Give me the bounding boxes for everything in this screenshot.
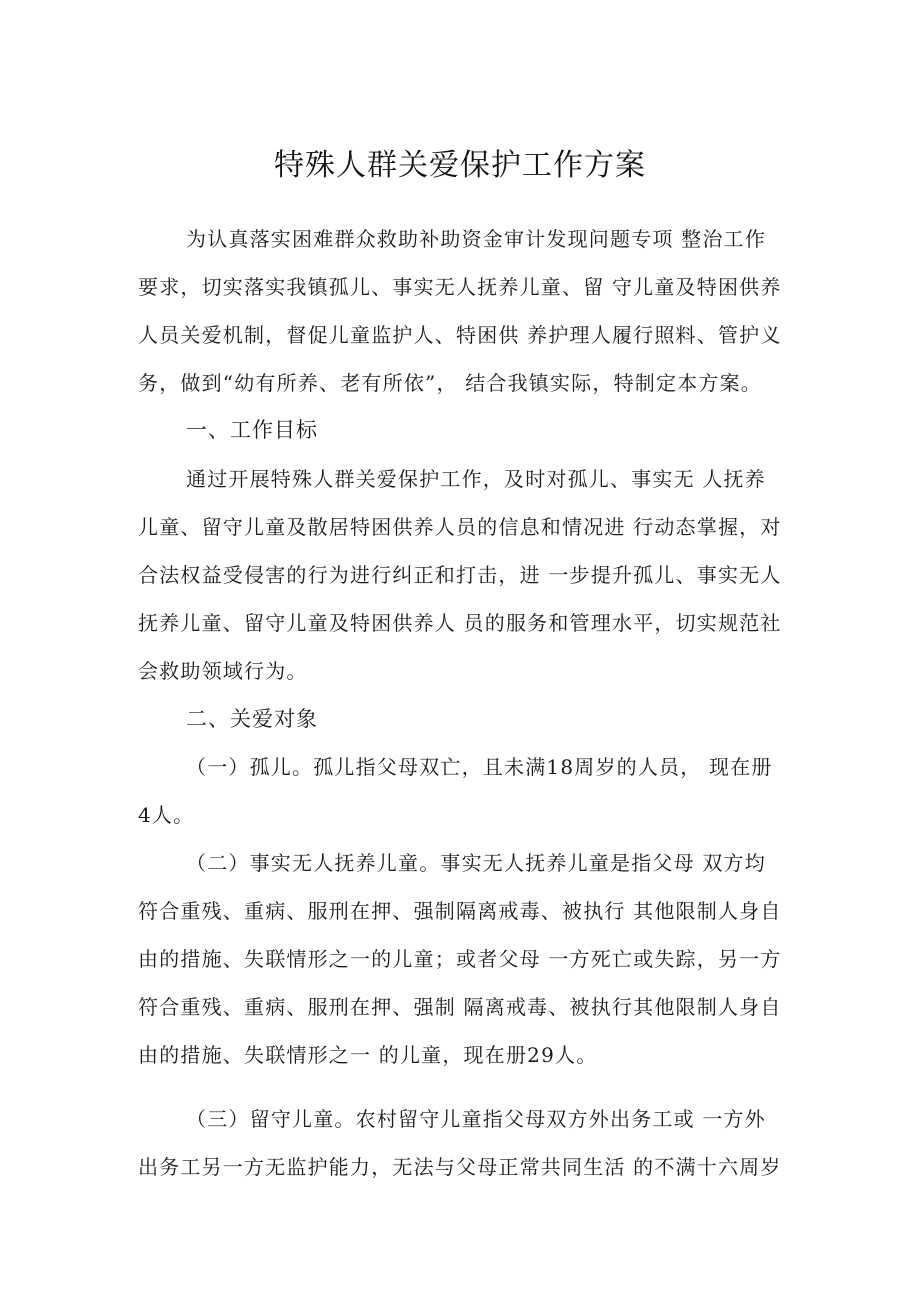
- goals-line-5: 会救助领域行为。: [138, 659, 308, 683]
- unsupported-children-line-5: 由的措施、失联情形之一 的儿童，现在册29人。: [138, 1043, 598, 1067]
- unsupported-children-line-1: （二）事实无人抚养儿童。事实无人抚养儿童是指父母 双方均: [186, 851, 766, 875]
- intro-line-2: 要求，切实落实我镇孤儿、事实无人抚养儿童、留 守儿童及特困供养: [138, 275, 782, 299]
- orphans-line-1: （一）孤儿。孤儿指父母双亡，且未满18周岁的人员， 现在册: [186, 755, 773, 779]
- goals-line-3: 合法权益受侵害的行为进行纠正和打击，进 一步提升孤儿、事实无人: [138, 563, 782, 587]
- orphans-line-2: 4人。: [138, 803, 195, 827]
- section-heading-goals: 一、工作目标: [186, 418, 318, 442]
- goals-line-2: 儿童、留守儿童及散居特困供养人员的信息和情况进 行动态掌握，对: [138, 515, 782, 539]
- unsupported-children-line-4: 符合重残、重病、服刑在押、强制 隔离戒毒、被执行其他限制人身自: [138, 995, 782, 1019]
- intro-line-3: 人员关爱机制，督促儿童监护人、特困供 养护理人履行照料、管护义: [138, 323, 782, 347]
- left-behind-children-line-2: 出务工另一方无监护能力，无法与父母正常共同生活 的不满十六周岁: [138, 1155, 782, 1179]
- intro-line-1: 为认真落实困难群众救助补助资金审计发现问题专项 整治工作: [186, 227, 766, 251]
- unsupported-children-line-3: 由的措施、失联情形之一的儿童；或者父母 一方死亡或失踪，另一方: [138, 947, 782, 971]
- unsupported-children-line-2: 符合重残、重病、服刑在押、强制隔离戒毒、被执行 其他限制人身自: [138, 899, 782, 923]
- goals-line-4: 抚养儿童、留守儿童及特困供养人 员的服务和管理水平，切实规范社: [138, 611, 782, 635]
- intro-line-4: 务，做到“幼有所养、老有所依”， 结合我镇实际，特制定本方案。: [138, 371, 763, 395]
- document-title: 特殊人群关爱保护工作方案: [274, 148, 646, 183]
- left-behind-children-line-1: （三）留守儿童。农村留守儿童指父母双方外出务工或 一方外: [186, 1107, 766, 1131]
- section-heading-targets: 二、关爱对象: [186, 707, 318, 731]
- goals-line-1: 通过开展特殊人群关爱保护工作，及时对孤儿、事实无 人抚养: [186, 467, 766, 491]
